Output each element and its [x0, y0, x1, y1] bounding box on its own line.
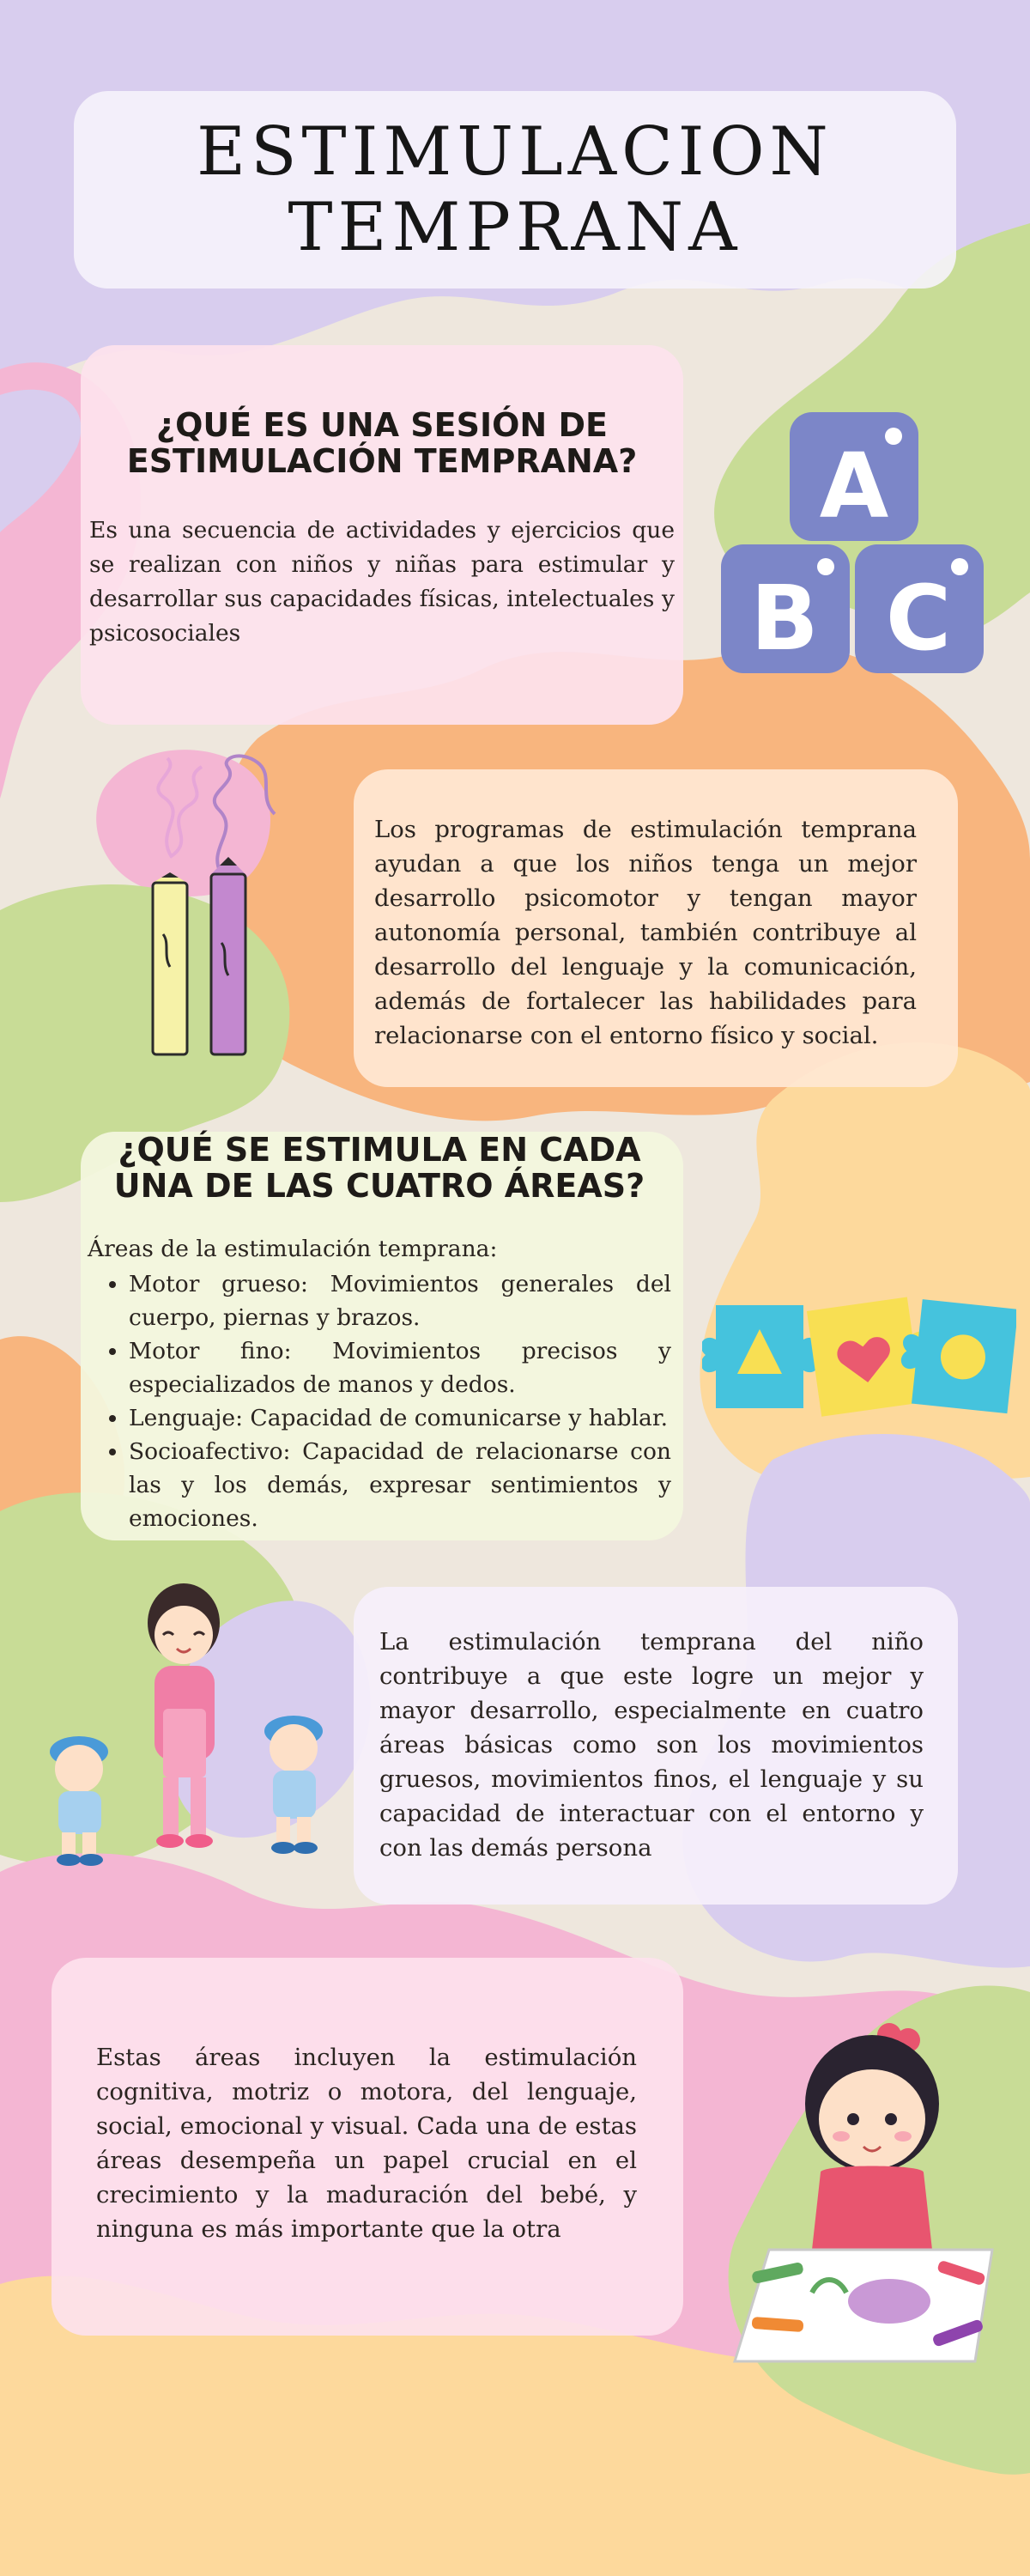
puzzle-piece-cyan-left	[702, 1305, 818, 1408]
section1-heading: ¿QUÉ ES UNA SESIÓN DE ESTIMULACIÓN TEMPRANA?	[126, 406, 638, 480]
section2-text: Los programas de estimulación temprana ayudan a que los niños tenga un mejor desarrollo psicomotor y tengan mayor autonomía personal, también contribuye al desarrollo del lenguaje y la comunicación, además de fortalecer las habilidades para relacionarse con el entorno físico y social.	[374, 816, 917, 1049]
list-item: • Motor fino: Movimientos precisos y especializados de manos y dedos.	[129, 1334, 671, 1401]
girl-drawing-illustration	[718, 2009, 1001, 2370]
title-card	[74, 91, 956, 289]
areas-list	[88, 1267, 671, 1535]
section3-lead: Áreas de la estimulación temprana:	[88, 1236, 498, 1262]
list-item: • Socioafectivo: Capacidad de relacionarse con las y los demás, expresar sentimientos y emociones.	[129, 1435, 671, 1535]
block-c	[855, 544, 984, 673]
page-title: ESTIMULACION TEMPRANA	[197, 113, 833, 266]
section-what-is-session	[81, 345, 683, 725]
section-four-areas	[81, 1132, 683, 1540]
crayon-purple	[211, 857, 245, 1054]
section5-text: Estas áreas incluyen la estimulación cognitiva, motriz o motora, del lenguaje, social, emocional y visual. Cada una de estas áreas desempeña un papel crucial en el crecimiento y la maduración del bebé, y ninguna es más importante que la otra	[96, 2044, 637, 2243]
list-item: • Lenguaje: Capacidad de comunicarse y hablar.	[129, 1401, 671, 1435]
girl	[805, 2023, 939, 2250]
block-a-letter: A	[819, 434, 889, 538]
teacher-children-illustration	[26, 1580, 352, 1889]
block-b-letter: B	[750, 566, 819, 671]
puzzle-piece-cyan-right	[897, 1297, 1016, 1413]
block-c-letter: C	[885, 566, 952, 671]
crayon-yellow	[153, 872, 187, 1054]
section1-text: Es una secuencia de actividades y ejercicios que se realizan con niños y niñas para estimular y desarrollar sus capacidades físicas, intelectuales y psicosociales	[89, 517, 675, 647]
abc-blocks-illustration	[718, 407, 989, 678]
child-left	[50, 1736, 108, 1866]
block-b	[721, 544, 850, 673]
list-item: • Motor grueso: Movimientos generales del cuerpo, piernas y brazos.	[129, 1267, 671, 1334]
puzzle-illustration	[702, 1288, 1016, 1425]
section-development-contribution	[354, 1587, 958, 1905]
section4-text: La estimulación temprana del niño contribuye a que este logre un mejor y mayor desarrollo, especialmente en cuatro áreas básicas como son los movimientos gruesos, movimientos finos, el lenguaje y su capacidad de interactuar con el entorno y con las demás persona	[379, 1628, 924, 1862]
section3-heading: ¿QUÉ SE ESTIMULA EN CADA UNA DE LAS CUATRO ÁREAS?	[113, 1131, 645, 1205]
section-areas-include	[52, 1958, 683, 2336]
child-right	[264, 1716, 323, 1854]
teacher	[148, 1583, 220, 1848]
crayons-illustration	[129, 745, 300, 1063]
section-programs-benefits	[354, 769, 958, 1087]
block-a	[790, 412, 918, 541]
